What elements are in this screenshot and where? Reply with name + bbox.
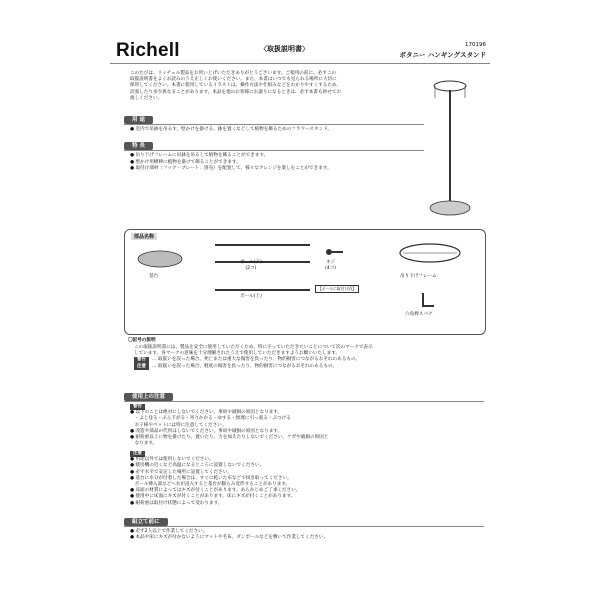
list-item: ● 改造や部品の代用はしないでください。事故や破損の原因となります。 [130, 428, 283, 434]
list-item: ● 用途以外では使用しないでください。 [130, 457, 214, 463]
notation-line: この取扱説明書には、製品を安全に使用していただくため、特に守っていただきたいことについて次のマークで表示 [134, 345, 373, 350]
safety-caution-block [130, 451, 300, 507]
features-list [130, 153, 332, 173]
assembly-heading: 組立て前に [124, 518, 168, 526]
base-label: 基台 [149, 274, 159, 279]
usage-rule [124, 124, 424, 125]
screw-icon [325, 245, 345, 259]
intro-line: このたびは、リッチェル製品をお買い上げいただきありがとうございます。ご使用の前に、必ずこの [130, 71, 337, 76]
list-item: お子様やペットには特に注意してください。 [130, 422, 227, 428]
header-divider [110, 63, 490, 64]
screw-qty: (4コ) [325, 265, 337, 271]
document-title: 〈取扱説明書〉 [260, 45, 309, 53]
screw-note: 【ポールに取付け済】 [315, 285, 359, 293]
pole-lower-qty: (2コ) [245, 265, 257, 271]
screw-label [325, 260, 336, 271]
list-item: ・よじ登る・ぶら下がる・寄りかかる・ゆする・無理に引っ張る・ぶつける [130, 416, 291, 422]
pole-upper-label: ポール(上) [240, 294, 262, 299]
warning-definition: … 取扱いを誤った場合、死亡または重大な傷害を負ったり、物的損害につながるおそれのあるもの。 [152, 357, 360, 363]
list-item: ● 使用中に床面にキズが付くことがあります。床にキズが付くことがあります。 [130, 494, 296, 500]
manual-page [110, 38, 490, 583]
list-item: ● 耐荷重は取付け状態によって変わります。 [130, 500, 223, 506]
usage-list [130, 127, 332, 134]
list-item: ● 本品や床にキズが付かないようにマットや毛布、ダンボールなどを敷いて作業してください。 [130, 535, 329, 541]
pole-lower-label [240, 260, 262, 271]
brand-logo: Richell [116, 40, 180, 61]
hanging-frame-illustration [395, 238, 465, 268]
intro-text [130, 71, 410, 102]
hex-wrench-icon [420, 290, 440, 310]
notation-line: しています。各マークの意味を十分理解されたうえで使用していただきますようお願いいたします。 [134, 351, 340, 357]
list-item: ポール挿入部などへ水が浸入すると基台が膨らみ変形することがあります。 [130, 482, 291, 488]
pole-lower-name: ポール(下) [240, 260, 262, 265]
wrench-label: 六角棒スパナ [405, 312, 433, 317]
list-item: ● 耐荷重以上に物を掛けたり、置いたり、力を加えたりしないでください。ケガや破損の原因と [130, 435, 329, 441]
features-rule [124, 150, 424, 151]
intro-line: 取扱説明書をよくお読みのうえ正しくお使いください。また、本書はいつでも見られる場所に大切に [130, 77, 337, 83]
list-item: ● 吊り下げフレームに吊鉢を吊るして植物を飾ることができます。 [130, 153, 269, 158]
safety-rule [124, 401, 484, 402]
parts-panel [124, 229, 486, 335]
list-item: ● 必ず2人以上で作業してください。 [130, 529, 208, 534]
document-code: 170196 [465, 42, 486, 48]
caution-mark: 注意 [134, 364, 149, 370]
base-illustration [135, 248, 185, 270]
screw-name: ネジ [325, 260, 336, 265]
list-item: ● 室内で吊鉢を吊るす、壁かけを掛ける、鉢を置くなどして植物を飾るためのフラワースタンド。 [130, 127, 332, 132]
intro-line: 誇張したり多少異なることがあります。本品を他のお客様にお譲りになるときは、必ず本書も併せてお [130, 89, 341, 95]
warning-badge: 警告 [130, 404, 145, 410]
list-item: ● 床面の材質によってはキズが付くことがあります。あらかじめご了承ください。 [130, 488, 301, 494]
list-item: ● 壁かけ用横棒に植物を掛けて飾ることができます。 [130, 159, 241, 165]
safety-heading: 使用上の注意 [124, 393, 173, 401]
stand-illustration [415, 78, 485, 218]
list-item: ● 基台に水分が付着した場合は、すぐに乾いた布などで拭き取ってください。 [130, 475, 292, 481]
parts-heading: 部品名称 [131, 233, 157, 240]
usage-heading: 用 途 [124, 116, 153, 124]
caution-badge: 注意 [130, 451, 145, 457]
features-heading: 特 長 [124, 142, 153, 150]
frame-label: 吊り下げフレーム [400, 274, 437, 279]
notation-heading: 〇記号の説明 [128, 338, 156, 343]
intro-line: 渡しください。 [130, 95, 163, 101]
assembly-list [130, 529, 328, 541]
warning-mark: 警告 [134, 357, 149, 363]
product-name: ボタニー ハンギングスタンド [399, 51, 486, 59]
intro-line: 保管してください。本書に使用しているイラストは、操作方法や仕組みなどをわかりやすくするため、 [130, 83, 341, 89]
list-item: なります。 [130, 441, 158, 447]
list-item: ● 必ず水平で安定した場所に設置してください。 [130, 469, 232, 475]
assembly-rule [124, 526, 484, 527]
list-item: ● 暖房機の近くなど高温になるところに設置しないでください。 [130, 463, 265, 469]
caution-definition: … 取扱いを誤った場合、軽度の傷害を負ったり、物的損害につながるおそれのあるもの。 [152, 363, 337, 369]
poles-illustration [210, 240, 320, 300]
safety-warning-block [130, 404, 328, 447]
list-item: ● 取付け部材（フック・プレート：別売）を配置して、様々なアレンジを楽しむことができます。 [130, 166, 332, 171]
list-item: ● 以下のことは絶対にしないでください。事故や破損の原因となります。 [130, 410, 283, 416]
notation-text [134, 345, 484, 370]
